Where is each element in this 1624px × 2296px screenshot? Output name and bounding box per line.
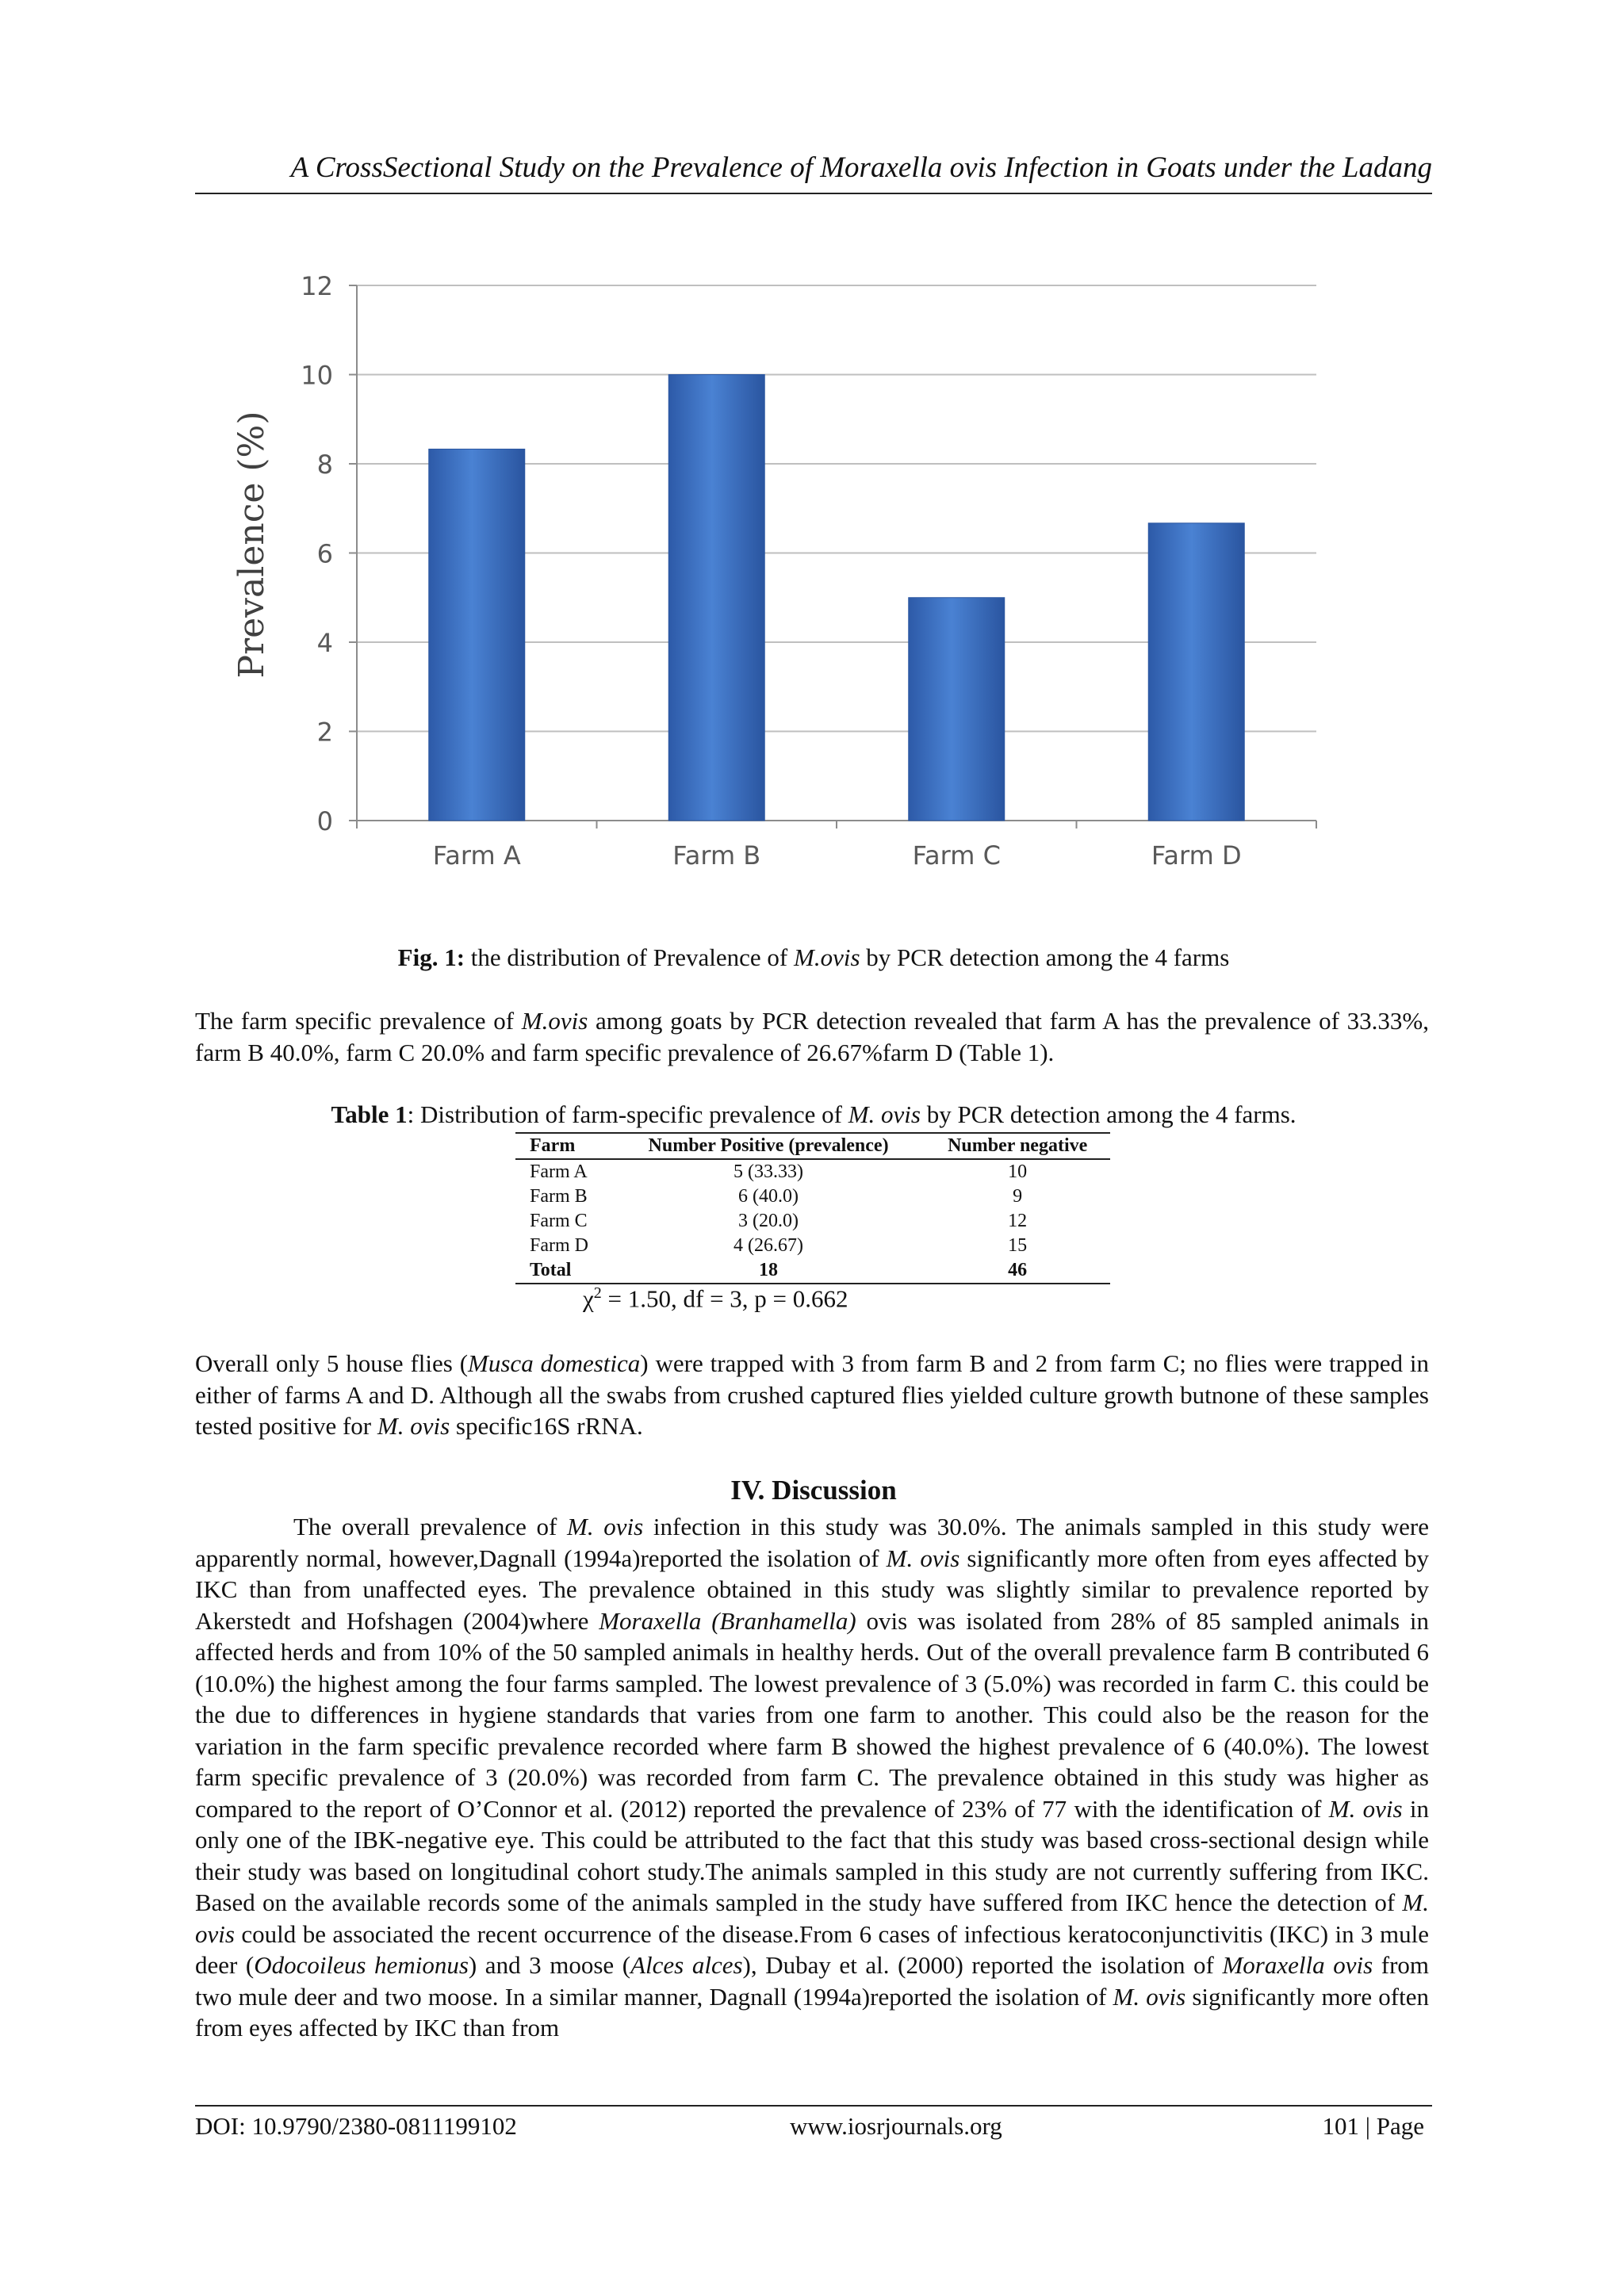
italic-run: M. ovis	[1328, 1794, 1403, 1823]
running-head: A CrossSectional Study on the Prevalence of Moraxella ovis Infection in Goats under the Ladang	[290, 151, 1432, 184]
section-heading: IV. Discussion	[730, 1475, 897, 1506]
chi-superscript: 2	[593, 1284, 602, 1302]
x-tick-label: Farm D	[1151, 840, 1242, 871]
text-run: ) and 3 moose (	[468, 1951, 631, 1979]
text-run: ) were trapped with 3 from farm B and 2 from farm C; no flies were trapped in either of farms A and D. Although all the swabs from crushed captured flies yielded culture growth butnone of these samples tested positive for	[195, 1349, 1429, 1440]
farm-prevalence-table	[515, 1132, 1110, 1284]
text-run: Overall only 5 house flies (	[195, 1349, 469, 1377]
header-farm: Farm	[515, 1133, 612, 1159]
text-run: The overall prevalence of	[293, 1513, 568, 1540]
cell-farm: Farm C	[530, 1211, 588, 1231]
chi-symbol: χ	[583, 1284, 594, 1313]
y-axis-label: Prevalence (%)	[232, 411, 272, 679]
caption-species: M. ovis	[848, 1100, 921, 1128]
text-run: significantly more often from eyes affected by IKC than from unaffected eyes. The prevalence obtained in this study was slightly similar to prevalence reported by Akerstedt and Hofshagen (2004)where	[195, 1544, 1429, 1635]
header-negative: Number negative	[925, 1133, 1110, 1159]
discussion-paragraph	[195, 1511, 1429, 2044]
y-tick-label: 2	[316, 717, 333, 748]
footer-website: www.iosrjournals.org	[790, 2112, 1002, 2140]
text-run: among goats by PCR detection revealed that farm A has the prevalence of 33.33%, farm B 40.0%, farm C 20.0% and farm specific prevalence of 26.67%farm D (Table 1).	[195, 1007, 1429, 1066]
text-run: infection in this study was 30.0%. The animals sampled in this study were apparently normal, however,Dagnall (1994a)reported the isolation of	[195, 1513, 1429, 1572]
results-paragraph	[195, 1005, 1429, 1068]
table-row	[515, 1234, 1110, 1258]
y-tick-label: 0	[316, 806, 333, 836]
italic-run: M. ovis	[567, 1513, 644, 1540]
cell-total-positive: 18	[612, 1258, 925, 1284]
text-run: from two mule deer and two moose. In a similar manner, Dagnall (1994a)reported the isolation of	[195, 1951, 1430, 2011]
species-name: M.ovis	[521, 1007, 588, 1035]
x-tick-label: Farm A	[432, 840, 521, 871]
chi-square-statistic	[583, 1284, 848, 1313]
caption-text: : Distribution of farm-specific prevalence of	[407, 1100, 848, 1128]
bar-farm-b	[668, 375, 764, 821]
cell-negative: 9	[1013, 1186, 1023, 1207]
table-row	[515, 1209, 1110, 1234]
table-header-row	[515, 1133, 1110, 1159]
table-row	[515, 1184, 1110, 1209]
header-rule	[195, 193, 1432, 194]
table-label: Table 1	[331, 1100, 408, 1128]
x-tick-label: Farm B	[672, 840, 761, 871]
caption-text: by PCR detection among the 4 farms	[860, 943, 1230, 971]
text-run: The farm specific prevalence of	[195, 1007, 522, 1035]
text-run: ovis was isolated from 28% of 85 sampled animals in affected herds and from 10% of the 50 sampled animals in healthy herds. Out of the overall prevalence farm B contributed 6 (10.0%) the highest among the four farms sampled. The lowest prevalence of 3 (5.0%) was recorded in farm C. this could be the due to differences in hygiene standards that varies from one farm to another. This could also be the reason for the variation in the farm specific prevalence recorded where farm B showed the highest prevalence of 6 (40.0%). The lowest farm specific prevalence of 3 (20.0%) was recorded from farm C. The prevalence obtained in this study was higher as compared to the report of O’Connor et al. (2012) reported the prevalence of 23% of 77 with the identification of	[195, 1606, 1429, 1823]
y-tick-label: 6	[316, 538, 333, 569]
caption-species: M.ovis	[794, 943, 860, 971]
text-run: could be associated the recent occurrence of the disease.From 6 cases of infectious keratoconjunctivitis (IKC) in 3 mule deer (	[195, 1919, 1429, 1979]
cell-farm: Farm B	[530, 1186, 588, 1207]
table-caption	[195, 1100, 1432, 1129]
text-run: specific16S rRNA.	[450, 1412, 643, 1440]
text-run: ), Dubay et al. (2000) reported the isolation of	[742, 1951, 1223, 1979]
cell-farm: Farm A	[530, 1161, 588, 1182]
cell-total-negative: 46	[925, 1258, 1110, 1284]
chart-bars	[429, 375, 1245, 821]
bar-farm-d	[1148, 523, 1244, 821]
italic-run: Moraxella (Branhamella)	[599, 1606, 856, 1635]
species-name: Musca domestica	[468, 1349, 641, 1377]
footer-doi: DOI: 10.9790/2380-0811199102	[195, 2112, 517, 2140]
table-row	[515, 1159, 1110, 1184]
figure-caption	[195, 943, 1432, 972]
y-tick-label: 12	[301, 271, 333, 301]
text-run: significantly more often from eyes affected by IKC than from	[195, 1982, 1429, 2042]
caption-text: the distribution of Prevalence of	[465, 943, 794, 971]
prevalence-bar-chart	[214, 262, 1356, 896]
footer-page-number: 101 | Page	[1322, 2112, 1424, 2140]
table-total-row	[515, 1258, 1110, 1284]
italic-run: Alces alces	[630, 1951, 743, 1979]
y-tick-label: 8	[316, 450, 333, 480]
species-name: M. ovis	[377, 1412, 450, 1440]
cell-positive: 6 (40.0)	[738, 1186, 799, 1207]
italic-run: M. ovis	[195, 1888, 1429, 1948]
italic-run: M. ovis	[1113, 1982, 1186, 2011]
header-positive: Number Positive (prevalence)	[612, 1133, 925, 1159]
footer-rule	[195, 2105, 1432, 2107]
italic-run: Moraxella ovis	[1222, 1951, 1373, 1979]
flies-paragraph	[195, 1348, 1429, 1442]
cell-total-label: Total	[515, 1258, 612, 1284]
cell-positive: 3 (20.0)	[738, 1211, 799, 1231]
figure-label: Fig. 1:	[397, 943, 465, 971]
y-tick-label: 4	[316, 628, 333, 658]
text-run: in only one of the IBK-negative eye. This could be attributed to the fact that this study was based cross-sectional design while their study was based on longitudinal cohort study.The animals sampled in this study are not currently suffering from IKC. Based on the available records some of the animals sampled in the study have suffered from IKC hence the detection of	[195, 1794, 1429, 1916]
chi-values: = 1.50, df = 3, p = 0.662	[601, 1284, 848, 1313]
cell-negative: 15	[1008, 1235, 1028, 1256]
italic-run: Odocoileus hemionus	[254, 1951, 469, 1979]
caption-text: by PCR detection among the 4 farms.	[920, 1100, 1297, 1128]
italic-run: M. ovis	[886, 1544, 960, 1572]
y-tick-label: 10	[301, 360, 333, 391]
cell-negative: 10	[1008, 1161, 1028, 1182]
cell-positive: 5 (33.33)	[733, 1161, 804, 1182]
cell-farm: Farm D	[530, 1235, 588, 1256]
cell-negative: 12	[1008, 1211, 1028, 1231]
bar-farm-a	[429, 449, 525, 821]
cell-positive: 4 (26.67)	[733, 1235, 804, 1256]
x-tick-label: Farm C	[912, 840, 1001, 871]
bar-farm-c	[909, 598, 1005, 821]
